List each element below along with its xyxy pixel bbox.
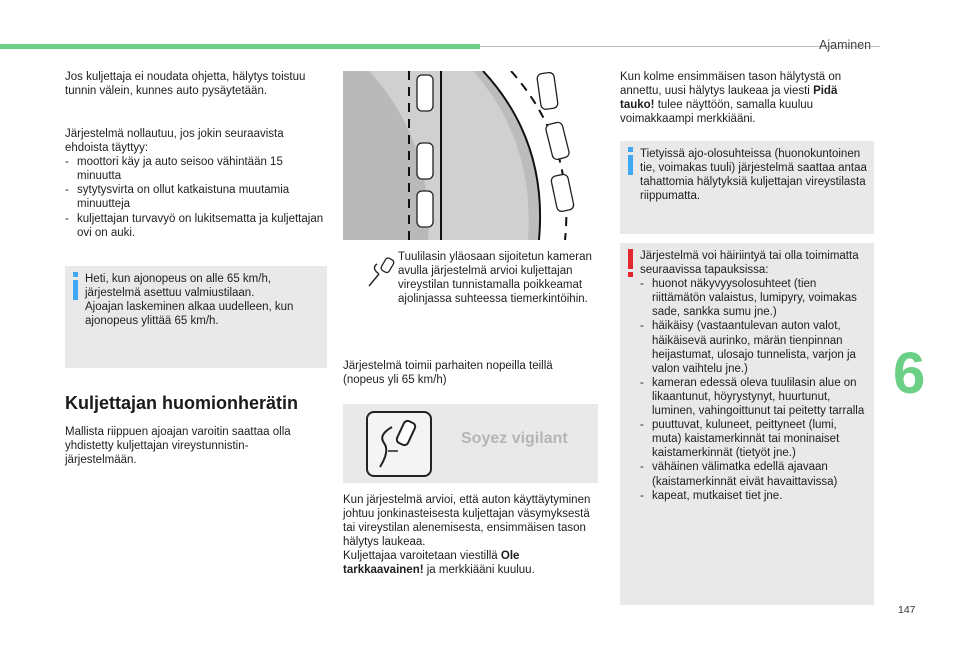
reset-conditions: [65, 127, 325, 240]
limitations-intro: Järjestelmä voi häiriintyä tai olla toimimatta seuraavissa tapauksissa:: [640, 250, 859, 277]
section-title: Ajaminen: [819, 38, 872, 52]
third-alert-paragraph: Kun kolme ensimmäisen tason hälytystä on annettu, uusi hälytys laukeaa ja viesti Pidä tauko! tulee näyttöön, samalla kuuluu voimakkaampi merkkiääni.: [620, 71, 842, 126]
list-item: - kuljettajan turvavyö on lukitsematta ja kuljettajan ovi on auki.: [65, 212, 324, 239]
section-heading: Kuljettajan huomionherätin: [65, 393, 299, 413]
list-item: - vähäinen välimatka edellä ajavaan (kaistamerkinnät eivät havaittavissa): [640, 461, 838, 488]
list-item: - puuttuvat, kuluneet, peittyneet (lumi, muta) kaistamerkinnät tai moninaiset kaistamerkinnät (tietyöt jne.): [640, 419, 840, 460]
restart-text: Ajoajan laskeminen alkaa uudelleen, kun ajonopeus ylittää 65 km/h.: [85, 301, 294, 328]
dashboard-message-text: Soyez vigilant: [461, 430, 568, 447]
warning-message-line: Kuljettajaa varoitetaan viestillä Ole tarkkaavainen! ja merkkiääni kuuluu.: [343, 550, 535, 577]
warning-box-limitations: [620, 243, 874, 605]
camera-note-text: Tuulilasin yläosaan sijoitetun kameran avulla järjestelmä arvioi kuljettajan vireystilan tunnistamalla poikkeamat ajolinjassa suhteessa tiemerkintöihin.: [398, 251, 592, 306]
chapter-number: 6: [893, 341, 926, 406]
list-item: - kameran edessä oleva tuulilasin alue on likaantunut, höyrystynyt, huurtunut, luminen, vahingoittunut tai peitetty tarralla: [640, 376, 865, 418]
lane-illustration: [343, 71, 599, 240]
lane-drift-icon: [366, 411, 432, 477]
vigilance-paragraph: Mallista riippuen ajoajan varoitin saattaa olla yhdistetty kuljettajan vireystunnistin-järjestelmään.: [65, 426, 291, 467]
list-item: - häikäisy (vastaantulevan auton valot, häikäisevä aurinko, märän tienpinnan heijastumat, ulosajo tunnelista, varjon ja valon vaihtelu jne.): [640, 320, 856, 375]
info-box-standby: [65, 266, 327, 368]
info-icon: [626, 147, 636, 180]
header-accent-bar: [0, 44, 480, 49]
reset-intro-text: Järjestelmä nollautuu, jos jokin seuraavista ehdoista täyttyy:: [65, 128, 284, 155]
speed-paragraph: Järjestelmä toimii parhaiten nopeilla teillä (nopeus yli 65 km/h): [343, 360, 553, 387]
false-alert-text: Tietyissä ajo-olosuhteissa (huonokuntoinen tie, voimakas tuuli) järjestelmä saattaa antaa tahattomia hälytyksiä kuljettajan vireystilasta riippumatta.: [640, 148, 867, 203]
list-item: - huonot näkyvyysolosuhteet (tien riittämätön valaistus, lumipyry, voimakas sade, sankka sumu jne.): [640, 278, 857, 319]
page-number: 147: [898, 604, 916, 616]
list-item: - moottori käy ja auto seisoo vähintään 15 minuutta: [65, 156, 283, 183]
list-item: - kapeat, mutkaiset tiet jne.: [640, 489, 783, 502]
intro-paragraph: [65, 70, 327, 98]
standby-text: Heti, kun ajonopeus on alle 65 km/h, järjestelmä asettuu valmiustilaan.: [85, 273, 272, 300]
detect-paragraph: Kun järjestelmä arvioi, että auton käyttäytyminen johtuu jonkinasteisesta kuljettajan väsymyksestä tai vireystilan alenemisesta, ensimmäisen tason hälytys laukeaa. Kuljettajaa varoitetaan viestillä Ole tarkkaavainen! ja merkkiääni kuuluu.: [343, 493, 593, 578]
warning-icon: [626, 249, 636, 282]
dashboard-message-box: [343, 404, 598, 483]
repeat-alert-text: Jos kuljettaja ei noudata ohjetta, hälytys toistuu tunnin välein, kunnes auto pysäytetään.: [65, 71, 306, 98]
lane-drift-icon: [367, 256, 397, 293]
info-box-conditions: [620, 141, 874, 234]
list-item: - sytytysvirta on ollut katkaistuna muutamia minuutteja: [65, 184, 290, 211]
info-icon: [71, 272, 81, 305]
